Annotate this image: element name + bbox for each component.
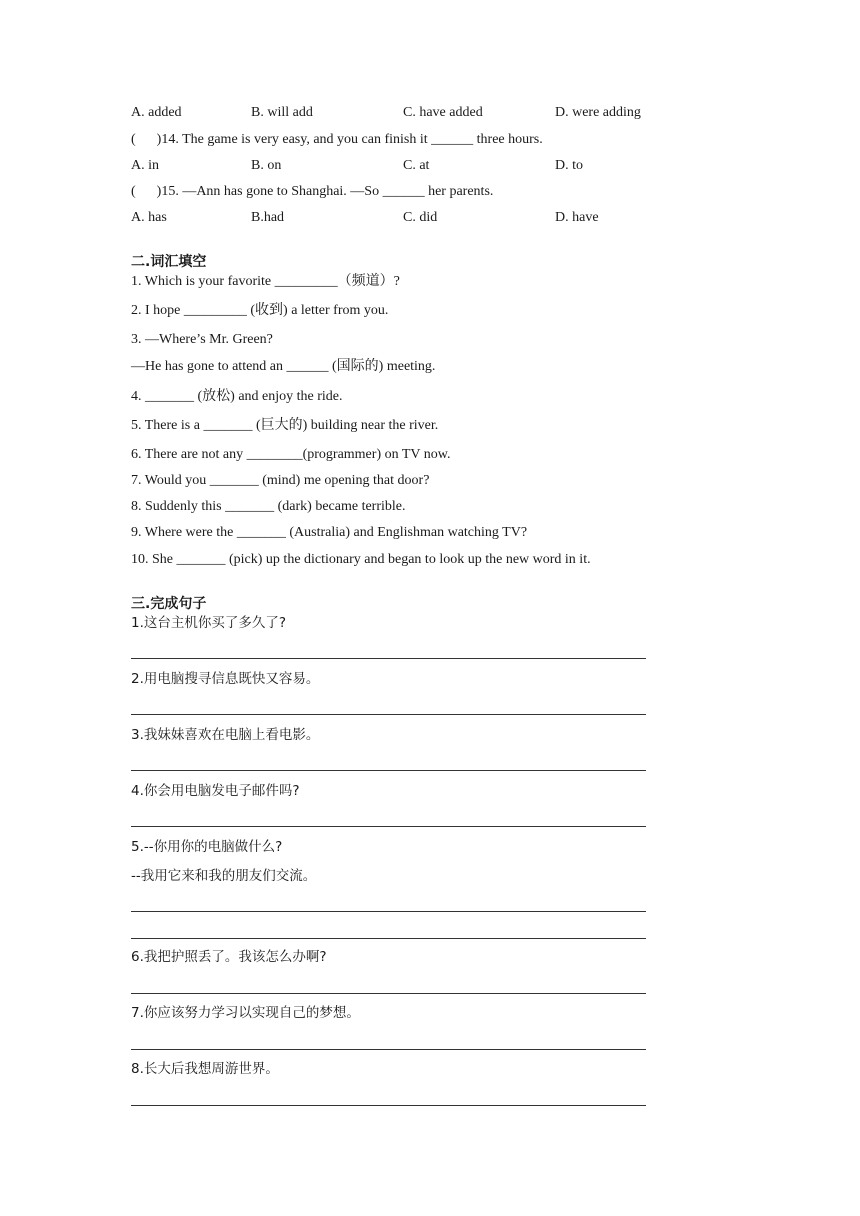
vocab-item-9: 9. Where were the _______ (Australia) and Englishman watching TV? [131, 525, 528, 540]
q15-option-c: C. did [403, 210, 438, 225]
q15-option-a: A. has [131, 210, 167, 225]
sentence-prompt-7: 7.你应该努力学习以实现自己的梦想。 [131, 1005, 360, 1021]
sentence-prompt-5: 5.--你用你的电脑做什么? [131, 839, 283, 855]
q15-option-b: B.had [251, 210, 285, 225]
vocab-item-10: 10. She _______ (pick) up the dictionary and began to look up the new word in it. [131, 552, 591, 567]
q15-option-d: D. have [555, 210, 599, 225]
answer-line-8[interactable] [131, 1105, 646, 1106]
sentence-prompt-6: 6.我把护照丢了。我该怎么办啊? [131, 949, 327, 965]
sentence-prompt-1: 1.这台主机你买了多久了? [131, 615, 287, 631]
q14-option-c: C. at [403, 158, 430, 173]
answer-line-2[interactable] [131, 714, 646, 715]
answer-line-1[interactable] [131, 658, 646, 659]
q13-option-b: B. will add [251, 105, 313, 120]
vocab-heading: 二.词汇填空 [131, 254, 207, 270]
answer-line-5b[interactable] [131, 938, 646, 939]
sentence-prompt-8: 8.长大后我想周游世界。 [131, 1061, 279, 1077]
sentences-heading: 三.完成句子 [131, 596, 207, 612]
vocab-item-8: 8. Suddenly this _______ (dark) became terrible. [131, 499, 406, 514]
sentence-prompt-4: 4.你会用电脑发电子邮件吗? [131, 783, 300, 799]
vocab-item-3-answer: —He has gone to attend an ______ (国际的) meeting. [131, 359, 436, 374]
q13-option-a: A. added [131, 105, 182, 120]
sentence-prompt-2: 2.用电脑搜寻信息既快又容易。 [131, 671, 320, 687]
answer-line-5a[interactable] [131, 911, 646, 912]
answer-line-7[interactable] [131, 1049, 646, 1050]
vocab-item-1: 1. Which is your favorite _________（频道）? [131, 274, 400, 289]
q15-stem: ( )15. —Ann has gone to Shanghai. —So ______ her parents. [131, 184, 494, 199]
vocab-item-6: 6. There are not any ________(programmer) on TV now. [131, 447, 451, 462]
answer-line-4[interactable] [131, 826, 646, 827]
q14-option-d: D. to [555, 158, 583, 173]
q14-stem: ( )14. The game is very easy, and you can finish it ______ three hours. [131, 132, 543, 147]
answer-line-3[interactable] [131, 770, 646, 771]
answer-line-6[interactable] [131, 993, 646, 994]
q13-option-c: C. have added [403, 105, 483, 120]
vocab-item-5: 5. There is a _______ (巨大的) building near the river. [131, 418, 439, 433]
sentence-prompt-5-reply: --我用它来和我的朋友们交流。 [131, 868, 317, 884]
vocab-item-2: 2. I hope _________ (收到) a letter from you. [131, 303, 389, 318]
q14-option-a: A. in [131, 158, 159, 173]
q14-option-b: B. on [251, 158, 282, 173]
sentence-prompt-3: 3.我妹妹喜欢在电脑上看电影。 [131, 727, 320, 743]
vocab-item-4: 4. _______ (放松) and enjoy the ride. [131, 389, 343, 404]
vocab-item-3: 3. —Where’s Mr. Green? [131, 332, 273, 347]
q13-option-d: D. were adding [555, 105, 641, 120]
vocab-item-7: 7. Would you _______ (mind) me opening that door? [131, 473, 430, 488]
